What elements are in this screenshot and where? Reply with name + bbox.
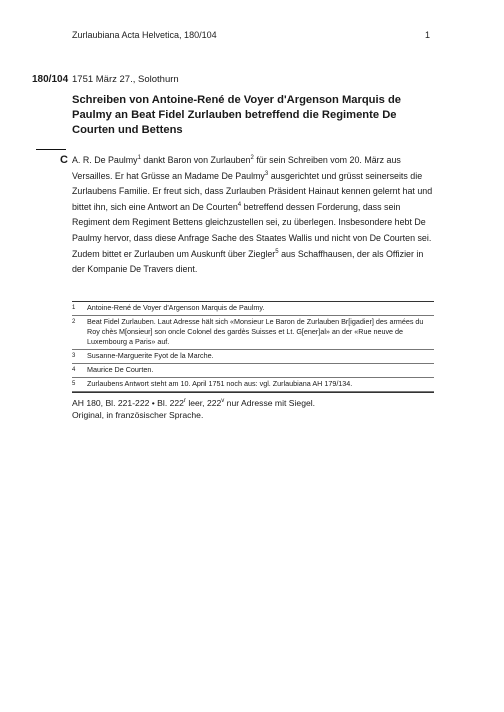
footnote-number: 2 bbox=[72, 319, 76, 325]
verso-mark: v bbox=[221, 398, 225, 405]
footnote-ref[interactable]: 2 bbox=[250, 155, 254, 162]
footnote-ref[interactable]: 4 bbox=[237, 201, 242, 208]
archive-original-note: Original, in französischer Sprache. bbox=[72, 410, 204, 420]
footnote-ref[interactable]: 1 bbox=[137, 155, 141, 162]
document-title: Schreiben von Antoine-René de Voyer d'Argenson Marquis de Paulmy an Beat Fidel Zurlauben betreffend die Regimente De Courten und Bettens bbox=[72, 94, 402, 136]
body-text: A. R. De Paulmy bbox=[72, 155, 138, 165]
footnote bbox=[72, 378, 434, 392]
footnote-number: 4 bbox=[72, 367, 76, 373]
section-marker: C bbox=[60, 154, 68, 166]
body-text: betreffend dessen Forderung, dass sein Regiment dem Regiment Bettens gleichzustellen sei, zu überlegen. Insbesondere hebt De Paulmy hervor, dass diese Anfrage Sache des Staates Wallis und nicht von De Courten sei. Zudem bittet er Zurlauben um Auskunft über Ziegler bbox=[72, 201, 432, 259]
footnotes bbox=[72, 301, 434, 421]
footnote-text: Zurlaubens Antwort steht am 10. April 1751 noch aus: vgl. Zurlaubiana AH 179/134. bbox=[87, 379, 353, 388]
footnote bbox=[72, 350, 434, 364]
archive-text: nur Adresse mit Siegel. bbox=[224, 398, 316, 408]
body-text: ausgerichtet und grüsst seinerseits die Zurlaubens Familie. Er freut sich, dass Zurlauben Präsident Hainaut kennen gelernt hat und bittet ihn, sich eine Antwort an De Courten bbox=[72, 170, 433, 212]
body-text: aus Schaffhausen, der als Offizier in der Kompanie De Travers dient. bbox=[72, 248, 424, 275]
regest-body bbox=[72, 153, 436, 278]
date-place: 1751 März 27., Solothurn bbox=[72, 74, 179, 85]
footnote bbox=[72, 364, 434, 378]
recto-mark: r bbox=[183, 398, 186, 405]
section-rule bbox=[36, 149, 66, 150]
archive-text: leer, 222 bbox=[185, 398, 222, 408]
page-number: 1 bbox=[424, 30, 430, 40]
document-number: 180/104 bbox=[32, 74, 69, 85]
footnote-number: 3 bbox=[72, 353, 76, 359]
footnote-text: Beat Fidel Zurlauben. Laut Adresse hält sich «Monsieur Le Baron de Zurlauben Br[igadier] des armées du Roy chès M[onsieur] son oncle Colonel des gardès Suisses et Lt. G[ener]al» an der «Rue neuve de Luxembourg a Paris» auf. bbox=[87, 317, 424, 346]
footnote-ref[interactable]: 5 bbox=[275, 248, 279, 255]
footnote-number: 1 bbox=[72, 305, 76, 311]
footnote-ref[interactable]: 3 bbox=[264, 170, 269, 177]
archive-text: AH 180, Bl. 221-222 • Bl. 222 bbox=[72, 398, 184, 408]
running-header: Zurlaubiana Acta Helvetica, 180/104 bbox=[72, 30, 217, 40]
body-text: dankt Baron von Zurlauben bbox=[143, 155, 251, 165]
archive-signature bbox=[72, 397, 434, 409]
footnote bbox=[72, 302, 434, 316]
archive-info bbox=[72, 392, 434, 421]
footnote-number: 5 bbox=[72, 381, 76, 387]
footnote-text: Antoine-René de Voyer d'Argenson Marquis de Paulmy. bbox=[87, 303, 265, 312]
footnote-text: Maurice De Courten. bbox=[87, 365, 154, 374]
body-text: für sein Schreiben vom 20. März aus Versailles. Er hat Grüsse an Madame De Paulmy bbox=[72, 155, 401, 181]
footnote-text: Susanne-Marguerite Fyot de la Marche. bbox=[87, 351, 214, 360]
footnote bbox=[72, 316, 434, 350]
